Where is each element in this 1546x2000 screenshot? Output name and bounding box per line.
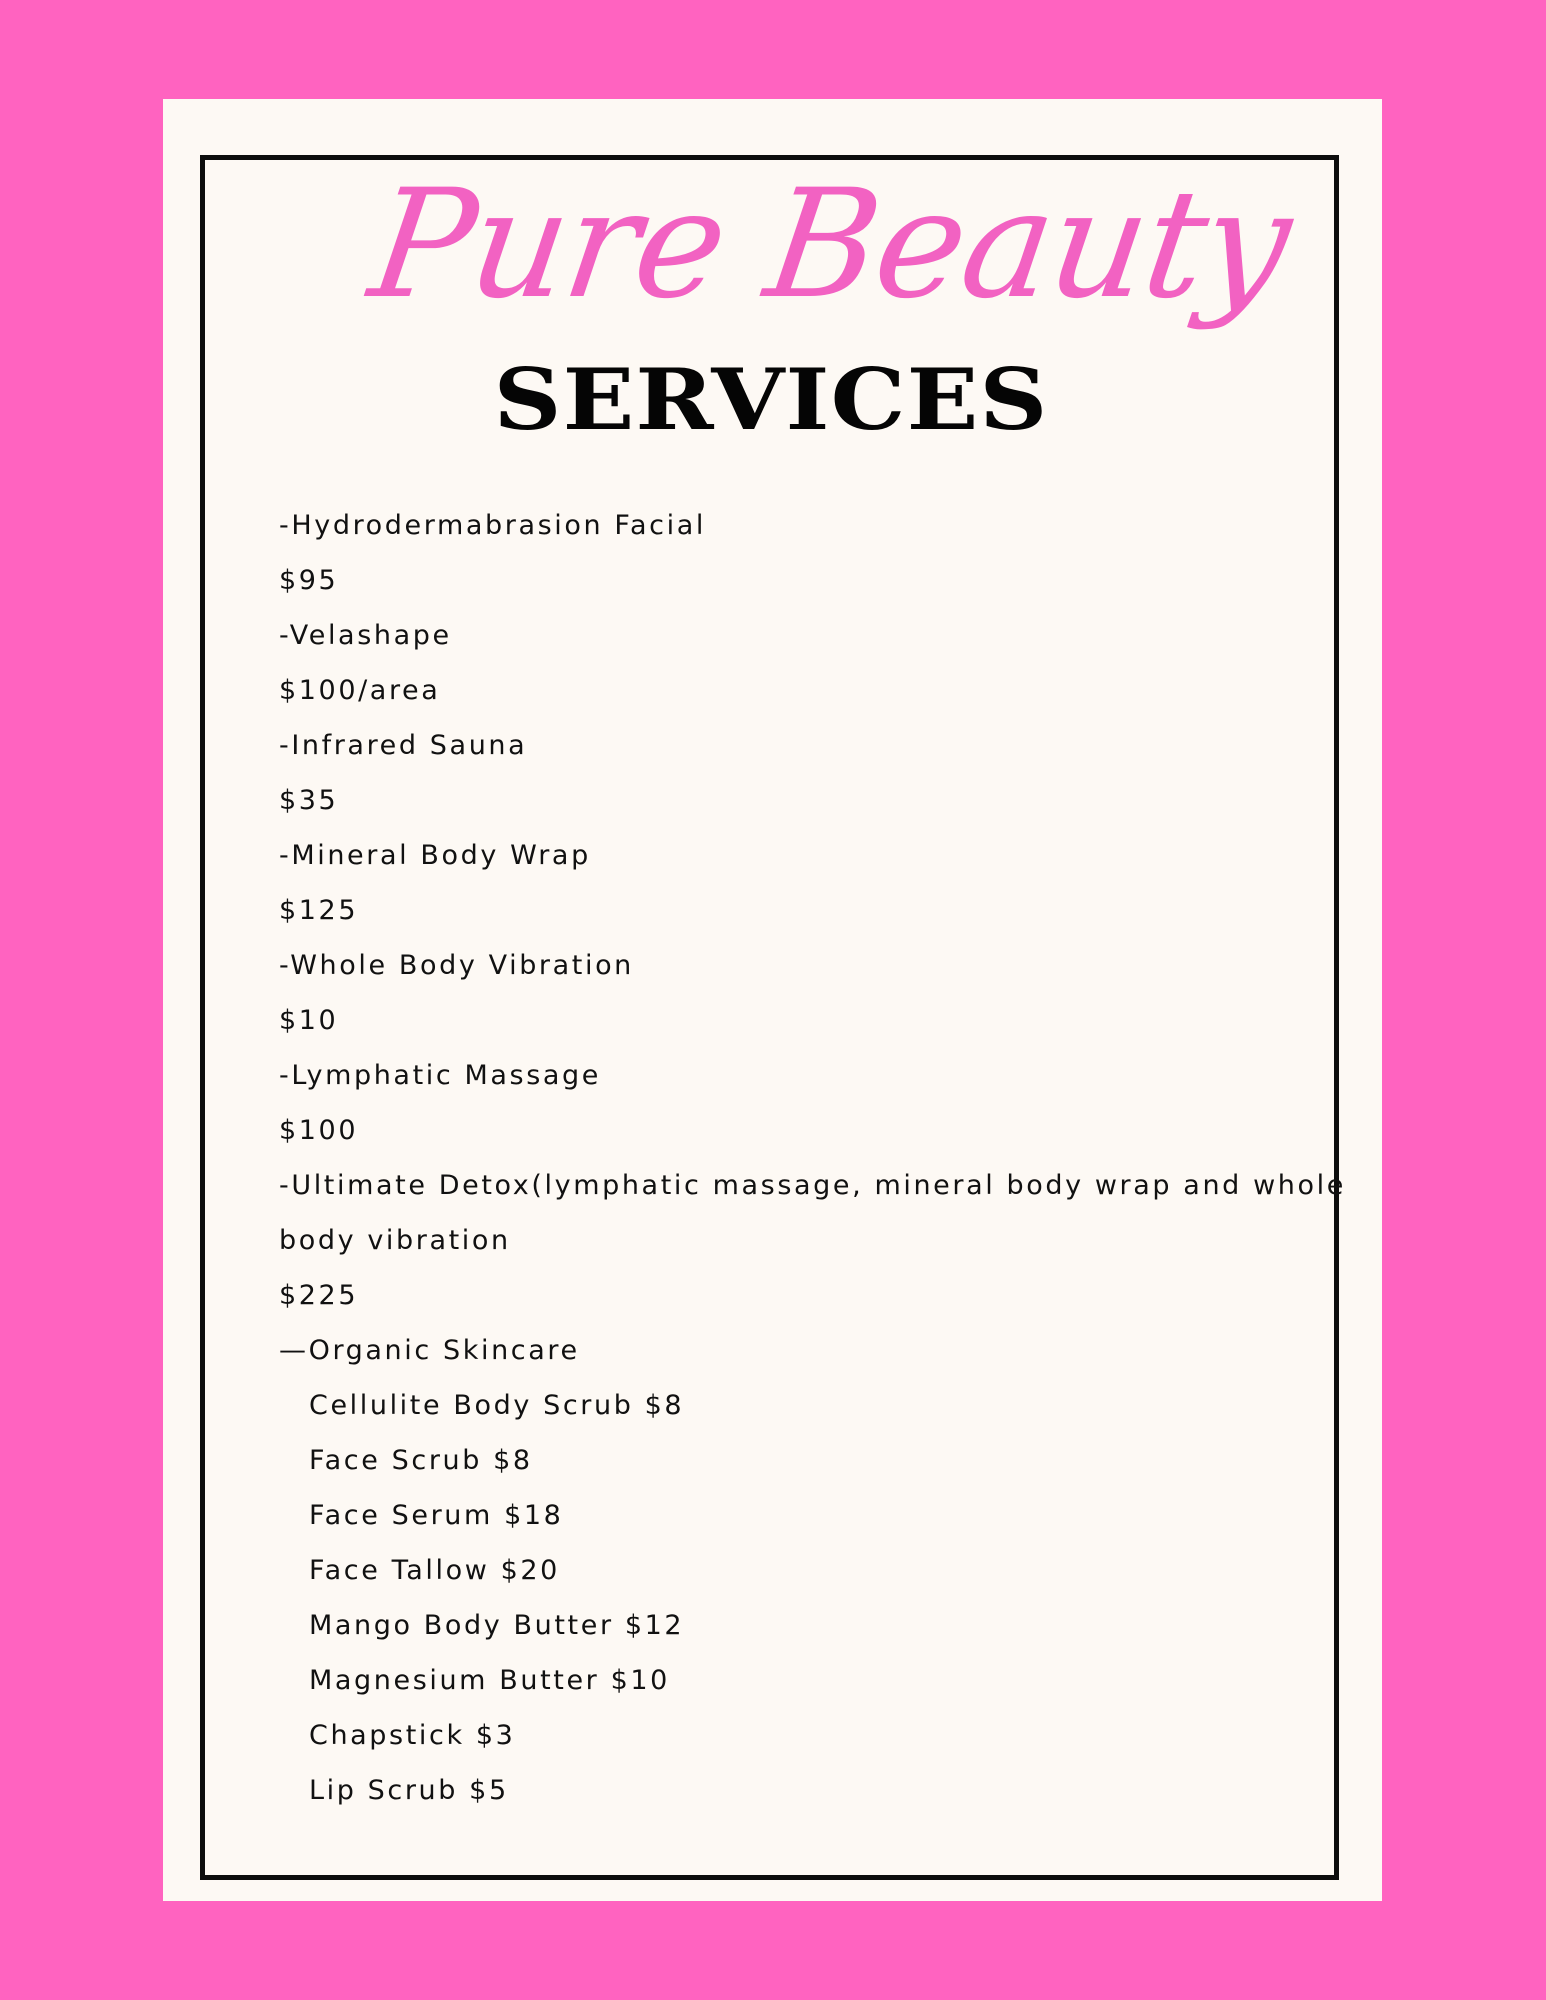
service-price: $100/area <box>279 675 441 706</box>
skincare-item: Face Tallow $20 <box>309 1555 560 1586</box>
skincare-item: Lip Scrub $5 <box>309 1775 509 1806</box>
skincare-item: Chapstick $3 <box>309 1720 516 1751</box>
skincare-heading: —Organic Skincare <box>279 1335 580 1366</box>
service-name: -Mineral Body Wrap <box>279 840 591 871</box>
service-price: $95 <box>279 565 339 596</box>
service-name: -Infrared Sauna <box>279 730 528 761</box>
service-name: -Hydrodermabrasion Facial <box>279 510 706 541</box>
skincare-item: Magnesium Butter $10 <box>309 1665 670 1696</box>
service-price: $125 <box>279 895 359 926</box>
skincare-item: Face Serum $18 <box>309 1500 564 1531</box>
service-name: -Whole Body Vibration <box>279 950 634 981</box>
service-price: $10 <box>279 1005 339 1036</box>
services-list <box>279 498 1346 1818</box>
skincare-item: Cellulite Body Scrub $8 <box>309 1390 685 1421</box>
service-name: -Lymphatic Massage <box>279 1060 601 1091</box>
service-price: $35 <box>279 785 339 816</box>
brand-script-title: Pure Beauty <box>360 158 1300 332</box>
skincare-item: Mango Body Butter $12 <box>309 1610 685 1641</box>
service-price: $100 <box>279 1115 359 1146</box>
service-name-continued: body vibration <box>279 1225 511 1256</box>
services-title: SERVICES <box>493 350 1049 449</box>
service-name: -Velashape <box>279 620 452 651</box>
service-name: -Ultimate Detox(lymphatic massage, mineral body wrap and whole <box>279 1170 1346 1201</box>
skincare-item: Face Scrub $8 <box>309 1445 533 1476</box>
service-price: $225 <box>279 1280 359 1311</box>
